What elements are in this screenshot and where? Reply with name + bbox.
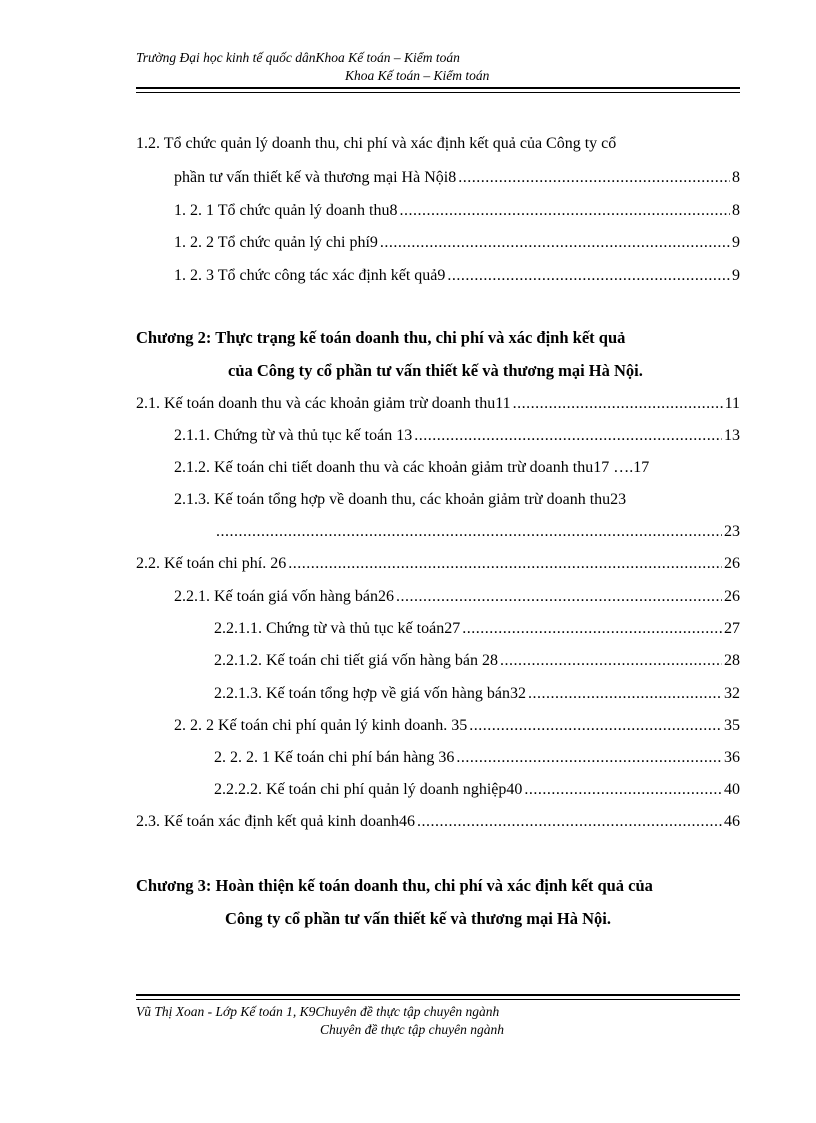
toc-entry-1-2-2: 1. 2. 2 Tổ chức quản lý chi phí9 ..... 9 xyxy=(174,233,740,253)
running-header: Trường Đại học kinh tế quốc dânKhoa Kế toán – Kiểm toán xyxy=(136,50,460,65)
toc-chapter-3-line1: Chương 3: Hoàn thiện kế toán doanh thu, chi phí và xác định kết quả của xyxy=(136,876,653,895)
toc-entry-2-1-3-line1: 2.1.3. Kế toán tổng hợp về doanh thu, các khoản giảm trừ doanh thu23 xyxy=(174,491,627,508)
toc-entry-2-1-3-line2: ..... 23 xyxy=(214,522,740,542)
toc-entry-2-2-1-1: 2.2.1.1. Chứng từ và thủ tục kế toán27 ..... 27 xyxy=(214,619,740,639)
toc-entry-2-1-2: 2.1.2. Kế toán chi tiết doanh thu và các khoản giảm trừ doanh thu17 …. 17 xyxy=(174,459,650,476)
toc-chapter-2-line1: Chương 2: Thực trạng kế toán doanh thu, chi phí và xác định kết quả xyxy=(136,328,626,347)
toc-entry-2-1-1: 2.1.1. Chứng từ và thủ tục kế toán 13 ..... 13 xyxy=(174,426,740,446)
toc-entry-2-2-1-2: 2.2.1.2. Kế toán chi tiết giá vốn hàng bán 28 ..... 28 xyxy=(214,651,740,671)
toc-entry-2-2-2-2: 2.2.2.2. Kế toán chi phí quản lý doanh nghiệp40 ..... 40 xyxy=(214,780,740,800)
footer-author: Vũ Thị Xoan - Lớp Kế toán 1, K9Chuyên đề thực tập chuyên ngành xyxy=(136,1004,500,1019)
toc-entry-2-2-1: 2.2.1. Kế toán giá vốn hàng bán26 ..... 26 xyxy=(174,587,740,607)
footer-subtitle: Chuyên đề thực tập chuyên ngành xyxy=(320,1022,504,1037)
running-header-subtitle: Khoa Kế toán – Kiểm toán xyxy=(345,68,490,83)
header-rule xyxy=(136,87,740,89)
toc-entry-1-2-1: 1. 2. 1 Tổ chức quản lý doanh thu8 ..... 8 xyxy=(174,201,740,221)
toc-entry-2-2-1-3: 2.2.1.3. Kế toán tổng hợp về giá vốn hàng bán32 ..... 32 xyxy=(214,684,740,704)
toc-entry-1-2-line1: 1.2. Tổ chức quản lý doanh thu, chi phí và xác định kết quả của Công ty cổ xyxy=(136,135,617,152)
toc-entry-1-2-3: 1. 2. 3 Tổ chức công tác xác định kết quả9 ..... 9 xyxy=(174,266,740,286)
toc-entry-2-2: 2.2. Kế toán chi phí. 26 ..... 26 xyxy=(136,554,740,574)
toc-entry-2-2-2-1: 2. 2. 2. 1 Kế toán chi phí bán hàng 36 ..... 36 xyxy=(214,748,740,768)
toc-chapter-2-line2: của Công ty cổ phần tư vấn thiết kế và thương mại Hà Nội. xyxy=(228,361,643,380)
toc-chapter-3-line2: Công ty cổ phần tư vấn thiết kế và thương mại Hà Nội. xyxy=(225,909,612,928)
header-rule-thin xyxy=(136,92,740,93)
footer-rule-thin xyxy=(136,999,740,1000)
toc-entry-2-3: 2.3. Kế toán xác định kết quả kinh doanh46 ..... 46 xyxy=(136,812,740,832)
footer-rule xyxy=(136,994,740,996)
toc-entry-2-1: 2.1. Kế toán doanh thu và các khoản giảm trừ doanh thu11 ..... 11 xyxy=(136,394,740,414)
toc-entry-2-2-2: 2. 2. 2 Kế toán chi phí quản lý kinh doanh. 35 ..... 35 xyxy=(174,716,740,736)
toc-entry-1-2-line2: phần tư vấn thiết kế và thương mại Hà Nội8 ..... 8 xyxy=(174,168,740,188)
